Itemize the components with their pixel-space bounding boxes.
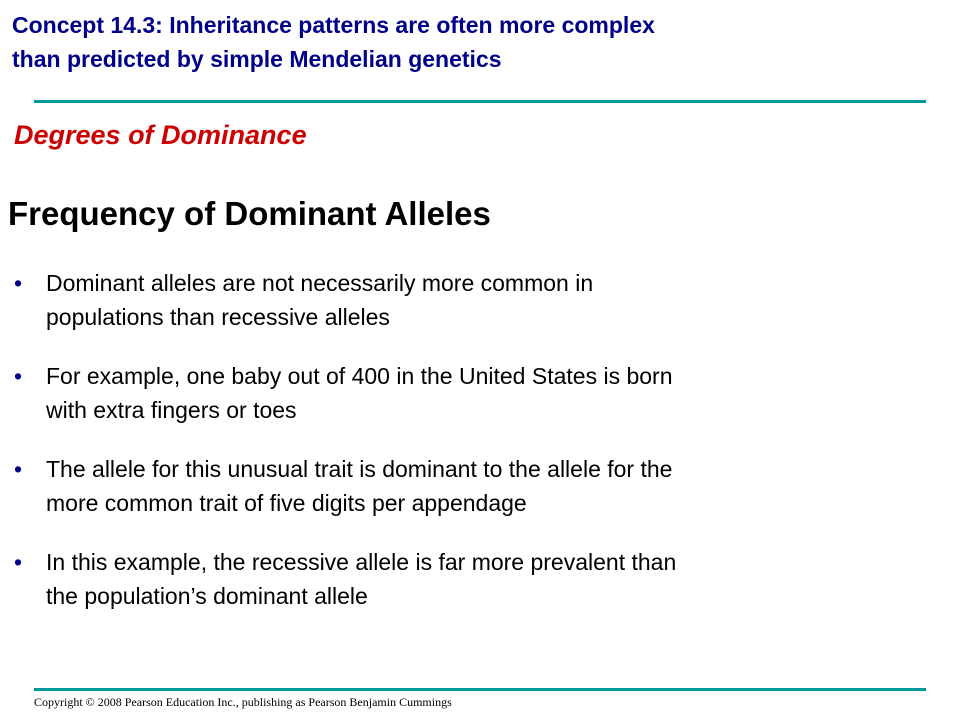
bullet-mark: • [14,549,23,575]
bullet-item-3 [0,452,940,520]
bullet-item-2 [0,359,940,427]
subheading: Frequency of Dominant Alleles [8,195,491,232]
bullet-text-line: populations than recessive alleles [46,304,390,330]
slide-header-line-1: Concept 14.3: Inheritance patterns are often more complex [12,12,655,38]
bullet-text-line: In this example, the recessive allele is far more prevalent than [46,549,677,575]
bullet-text-line: the population’s dominant allele [46,583,368,609]
slide-header-line-2: than predicted by simple Mendelian genetics [12,46,502,72]
bullet-text-line: For example, one baby out of 400 in the United States is born [46,363,673,389]
footer-divider [34,688,926,691]
bullet-item-4 [0,545,940,613]
bullet-text-line: Dominant alleles are not necessarily more common in [46,270,594,296]
section-title: Degrees of Dominance [14,120,307,150]
bullet-mark: • [14,270,23,296]
header-divider [34,100,926,103]
bullet-mark: • [14,456,23,482]
bullet-text-line: with extra fingers or toes [46,397,297,423]
copyright-footer: Copyright © 2008 Pearson Education Inc., publishing as Pearson Benjamin Cummings [34,695,452,709]
slide-header [12,8,952,76]
bullet-text-line: The allele for this unusual trait is dominant to the allele for the [46,456,673,482]
bullet-text-line: more common trait of five digits per appendage [46,490,527,516]
bullet-item-1 [0,266,940,334]
bullet-mark: • [14,363,23,389]
bullet-list [0,266,940,638]
